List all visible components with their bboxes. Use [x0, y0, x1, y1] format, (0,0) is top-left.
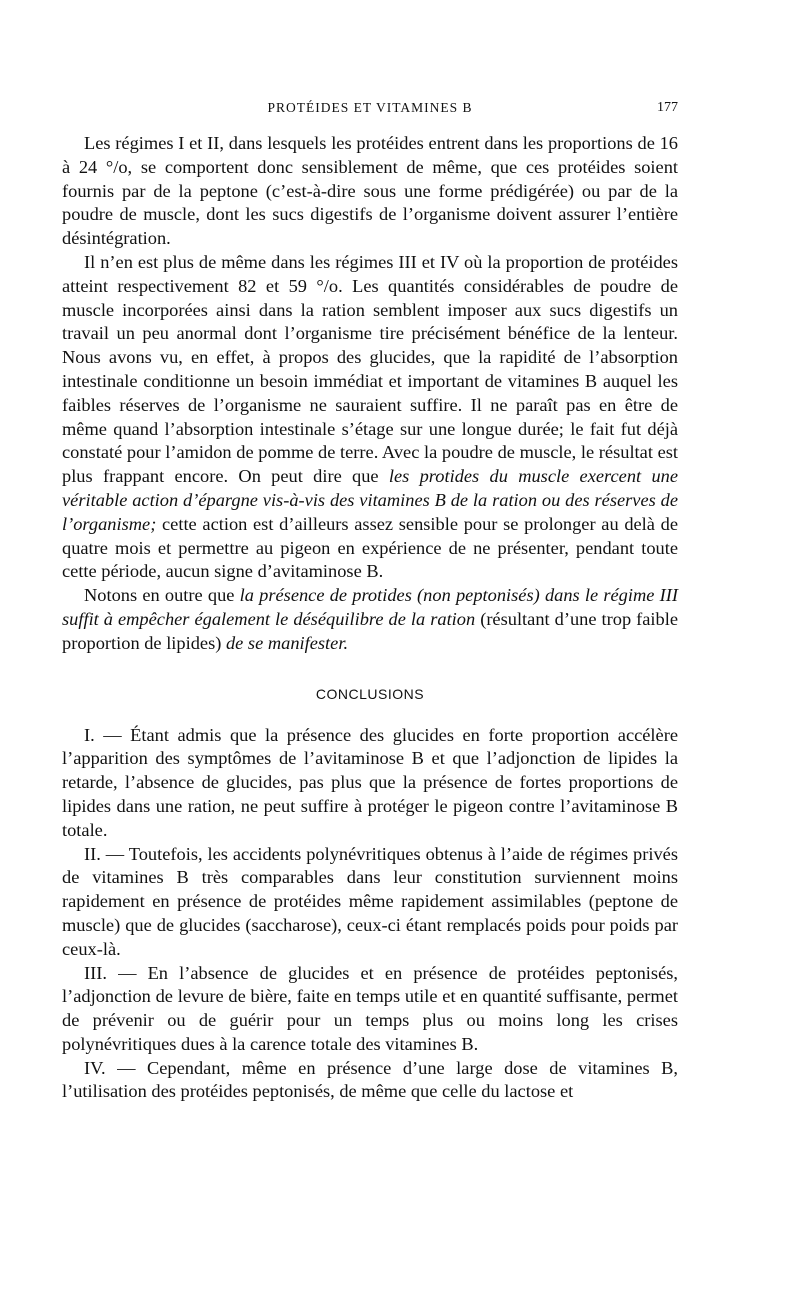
paragraph-3: [62, 584, 678, 655]
paragraph-3-italic-2: dans le régime III suffit à empêcher également le déséquilibre de la ration: [62, 585, 678, 629]
conclusion-3: III. — En l’absence de glucides et en présence de protéides peptonisés, l’adjonction de levure de bière, faite en temps utile et en quantité suffisante, permet de prévenir ou de guérir pour un temps plus ou moins long les crises polynévritiques dues à la carence totale des vitamines B.: [62, 962, 678, 1054]
paragraph-3-text-a: Notons en outre que: [84, 585, 240, 606]
paragraph-3-italic-1: la présence de protides: [239, 585, 412, 606]
paragraph-1: Les régimes I et II, dans lesquels les protéides entrent dans les proportions de 16 à 24 °/o, se comportent donc sensiblement de même, que ces protéides soient fournis par de la peptone (c’est-à-dire sous une forme prédigérée) ou par de la poudre de muscle, dont les sucs digestifs de l’organisme doivent assurer l’entière désintégration.: [62, 133, 678, 249]
paragraph-2-text-a: Il n’en est plus de même dans les régimes III et IV où la proportion de protéides atteint respectivement 82 et 59 °/o. Les quantités considérables de poudre de muscle incorporées ainsi dans la ration semblent imposer aux sucs digestifs un travail un peu anormal dont l’organisme tire précisément bénéfice de la lenteur. Nous avons vu, en effet, à propos des glucides, que la rapidité de l’absorption intestinale conditionne un besoin immédiat et important de vitamines B auquel les faibles réserves de l’organisme ne sauraient suffire. Il ne paraît pas en être de même quand l’absorption intestinale s’étage sur une longue durée; le fait fut déjà constaté pour l’amidon de pomme de terre. Avec la poudre de muscle, le résultat est plus frappant encore. On peut dire que: [62, 251, 678, 487]
paragraph-2: [62, 251, 678, 584]
conclusion-2: II. — Toutefois, les accidents polynévritiques obtenus à l’aide de régimes privés de vitamines B très comparables dans leur constitution surviennent moins rapidement en présence de protéides même rapidement assimilables (peptone de muscle) que de glucides (saccharose), ceux-ci étant remplacés poids pour poids par ceux-là.: [62, 843, 678, 959]
conclusion-4: IV. — Cependant, même en présence d’une large dose de vitamines B, l’utilisation des protéides peptonisés, de même que celle du lactose et: [62, 1057, 678, 1102]
running-title: PROTÉIDES ET VITAMINES B: [267, 100, 473, 115]
paragraph-3-parenthetical: (non peptonisés): [411, 585, 545, 606]
conclusions-heading: CONCLUSIONS: [315, 685, 425, 702]
paragraph-3-text-b: (résultant d’une trop faible proportion de lipides): [62, 608, 679, 653]
paragraph-2-italic: les protides du muscle exercent une véritable action d’épargne vis-à-vis des vitamines B de la ration ou des réserves de l’organisme;: [62, 466, 679, 534]
conclusion-1: I. — Étant admis que la présence des glucides en forte proportion accélère l’apparition des symptômes de l’avitaminose B et que l’adjonction de lipides la retarde, l’absence de glucides, pas plus que la présence de fortes proportions de lipides dans une ration, ne peut suffire à protéger le pigeon contre l’avitaminose B totale.: [62, 724, 678, 840]
paragraph-3-italic-3: de se manifester.: [225, 632, 349, 653]
paragraph-2-text-b: cette action est d’ailleurs assez sensible pour se prolonger au delà de quatre mois et permettre au pigeon en expérience de ne présenter, pendant toute cette période, aucun signe d’avitaminose B.: [62, 513, 678, 582]
book-page: [62, 96, 678, 1104]
page-number: 177: [657, 100, 678, 115]
running-head: [62, 96, 678, 118]
